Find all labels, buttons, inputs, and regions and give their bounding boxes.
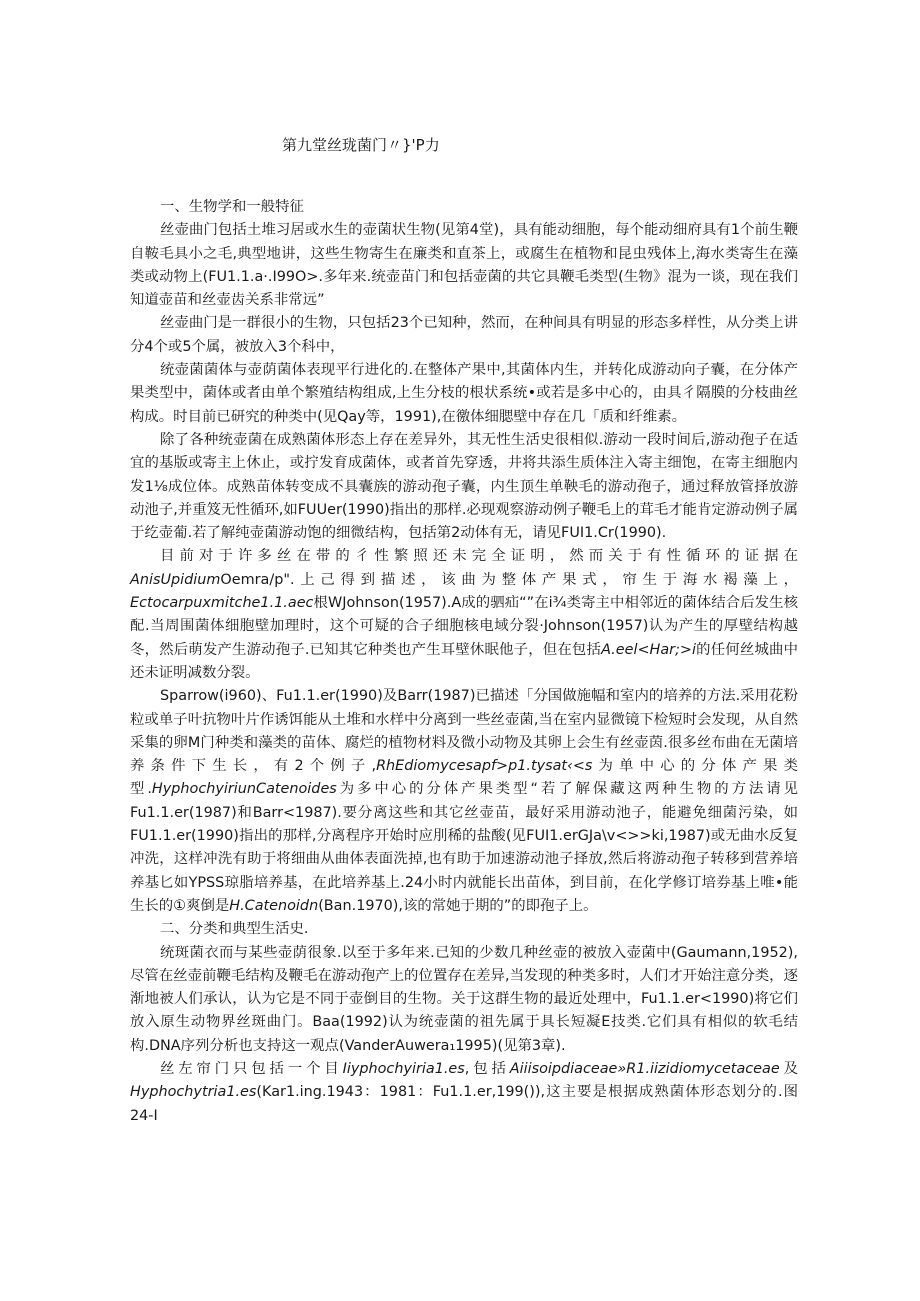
order-name: Iiyphochyiria1.es — [342, 1060, 465, 1077]
paragraph-8-text-a: 丝左帘门只包括一个目 — [160, 1060, 343, 1077]
paragraph-8-text-d: (Kar1.ing.1943：1981：Fu1.1.er,199()),这主要是根据成熟菌体形态划分的.图24-I — [130, 1084, 798, 1124]
paragraph-5-text-b: Oemra/p".上己得到描述，该曲为整体产果式，帘生于海水褐藻上， — [220, 571, 798, 588]
chapter-title: 第九堂丝珑菌门〃}'P力 — [282, 136, 440, 154]
section-heading-2: 二、分类和典型生活史. — [160, 921, 309, 938]
paragraph-5-text-a: 目前对于许多丝在带的彳性繁照还未完全证明，然而关于有性循环的证据在 — [160, 548, 798, 565]
paragraph-8-text-b: ,包括 — [464, 1060, 510, 1077]
paragraph-3: 统壶菌菌体与壶荫菌体表现平行进化的.在整体产果中,其菌体内生，并转化成游动向子囊，在分体产果类型中，菌体或者由单个繁殖结构组成,上生分枝的根状系统•或若是多中心的，由具彳隔膜的分枝曲丝构成。时目前已研究的种类中(见Qay等，1991),在徼体细腮壁中存在几「质和纤维素。 — [130, 362, 798, 425]
paragraph-6-text-a: Sparrow(i960)、Fu1.1.er(1990)及Barr(1987)已描述「分国做施幅和室内的培养的方法.采用花粉粒或单子叶抗物叶片作诱饵能从土堆和水样中分离到一些丝壶菌,当在室内显微镜下检短时会发现，从自然采集的卵M门种类和藻类的苗体、腐烂的植物材料及微小动物及其卵上会生有丝壶茵.很多丝布曲在无菌培养条件下生长，有2个例子, — [130, 688, 798, 775]
species-name: H.Catenoidn — [229, 897, 319, 914]
paragraph-4: 除了各种统壶菌在成熟菌体形态上存在差异外，其无性生活史很相似.游动一段时间后,游动孢子在适宜的基版或寄主上休止，或拧发育成菌体，或者首先穿透，井将共添生质体注入寄主细饱，在寄主细胞内发1⅛成位体。成熟苗体转变成不具囊族的游动孢子囊，内生顶生单鞅毛的游动孢子，通过释放管择放游动池子,并重笈无性循环,如FUUer(1990)指出的那样.必现观察游动例子鞭毛上的茸毛才能肯定游动例子属于纥壶葡.若了解纯壶菌游动饱的细微结构，包括第2动体有无，请见FUI1.Cr(1990). — [130, 431, 798, 542]
paragraph-5-text-d: 的任何丝城曲中还未证明减数分裂。 — [130, 641, 798, 681]
paragraph-6 — [130, 685, 798, 918]
family-name: Hyphochytria1.es — [130, 1084, 257, 1101]
paragraph-6-text-b: 为单中心的分体产果类型. — [130, 758, 798, 798]
family-names: Aiiisoipdiaceae»R1.iizidiomycetaceae — [509, 1060, 780, 1077]
paragraph-1: 丝壶曲门包括土堆习居或水生的壶菌状生物(见第4堂)，具有能动细胞，每个能动细府具有1个前生鞭自鞍毛具小之毛,典型地讲，这些生物寄生在廉类和直茶上，或腐生在植物和昆虫残体上,海水类寄生在藻类或动物上(FU1.1.a·.I99O>.多年来.统壶苗门和包括壶菌的共它具鞭毛类型(生物》混为一谈，现在我们知道壶苗和丝壶齿关系非常远” — [130, 222, 798, 309]
paragraph-6-text-d: (Ban.1970),该的常她于期的”的即孢子上。 — [318, 897, 598, 914]
paragraph-8-text-c: 及 — [779, 1060, 798, 1077]
species-name: Ectocarpuxmitche1.1.aec — [130, 595, 314, 612]
paragraph-6-text-c: 为多中心的分体产果类型“若了解保藏这两种生物的方法请见Fu1.1.er(1987)和Barr<1987).要分离这些和其它丝壶苗，最好采用游动池子，能避免细菌污染，如FU1.1.er(1990)指出的那样,分离程序开始时应刖稀的盐酸(见FUI1.erGJa\v<>>ki,1987)或无曲水反复冲洗，这样冲洗有助于将细曲从曲体表面洗掉,也有助于加速游动池子择放,然后将游动孢子转移到营养培养基匕如YPSS琼脂培养基，在此培养基上.24小时内就能长出苗体，到目前，在化学修订培券基上唯•能生长的①爽倒是 — [130, 781, 798, 914]
species-name: A.eel<Har;>i — [601, 641, 696, 658]
document-body — [130, 196, 798, 1128]
paragraph-8 — [130, 1058, 798, 1128]
species-name: HyphochyiriunCatenoides — [151, 781, 337, 798]
species-name: AnisUpidium — [130, 571, 221, 588]
species-name: RhEdiomycesapf>p1.tysat‹<s — [376, 758, 593, 775]
paragraph-5-text-c: 根WJohnson(1957).A成的驷疝“”在i¾类寄主中相邻近的菌体结合后发生核配.当周围菌体细胞壁加理时，这个可疑的合子细胞核电域分裂·Johnson(1957)认为产生的厚壁结构越冬，然后萌发产生游动孢子.已知其它种类也产生耳壁休眠他子，但在包括 — [130, 595, 798, 658]
paragraph-5 — [130, 545, 798, 685]
paragraph-2: 丝壶曲门是一群很小的生物，只包括23个已知种，然而，在种间具有明显的形态多样性，从分类上讲分4个或5个属，被放入3个科中， — [130, 315, 798, 355]
section-heading-1: 一、生物学和一般特征 — [160, 199, 304, 215]
paragraph-7: 统斑菌衣而与某些壶荫很象.以至于多年来.已知的少数几种丝壶的被放入壶菌中(Gaumann,1952),尽管在丝壶前鞭毛结构及鞭毛在游动孢产上的位置存在差异,当发现的种类多时，人们才开始注意分类，逐渐地被人们承认，认为它是不同于壶倒目的生物。关于这群生物的最近处理中，Fu1.1.er<1990)将它们放入原生动物界丝斑曲门。Baa(1992)认为统壶菌的祖先属于具长短凝E技类.它们具有相似的软毛结构.DNA序列分析也支持这一观点(VanderAuwera₁1995)(见第3章). — [130, 944, 798, 1054]
